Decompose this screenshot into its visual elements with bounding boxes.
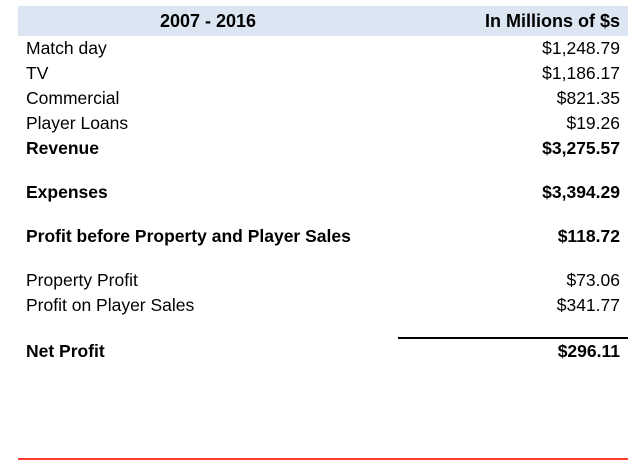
table-row <box>18 36 628 61</box>
table-row <box>18 136 628 161</box>
spacer-cell <box>398 318 628 338</box>
financial-table-body <box>18 6 628 364</box>
spacer-cell <box>398 249 628 268</box>
row-label: Property Profit <box>26 270 138 290</box>
row-label: Net Profit <box>26 340 105 361</box>
table-row <box>18 224 628 249</box>
row-value: $341.77 <box>556 295 620 315</box>
row-value: $296.11 <box>398 338 628 364</box>
spacer-cell <box>18 318 398 338</box>
table-row <box>18 180 628 205</box>
table-row <box>18 111 628 136</box>
row-value: $73.06 <box>566 270 620 290</box>
table-row <box>18 338 628 364</box>
table-row <box>18 268 628 293</box>
spacer-cell <box>398 205 628 224</box>
row-value: $3,275.57 <box>542 138 620 158</box>
table-row <box>18 86 628 111</box>
row-label: Player Loans <box>26 113 129 133</box>
table-header-row <box>18 6 628 36</box>
row-label: Match day <box>26 38 107 58</box>
spacer-row <box>18 161 628 180</box>
row-label: Expenses <box>26 182 108 202</box>
row-label: Commercial <box>26 88 120 108</box>
row-value: $821.35 <box>556 88 620 108</box>
row-label: Profit on Player Sales <box>26 295 195 315</box>
table-row <box>18 293 628 318</box>
spacer-row <box>18 249 628 268</box>
row-value: $3,394.29 <box>542 182 620 202</box>
header-units: In Millions of $s <box>398 6 628 36</box>
row-value: $1,186.17 <box>542 63 620 83</box>
row-label: Revenue <box>26 138 99 158</box>
header-period: 2007 - 2016 <box>18 6 398 36</box>
row-label: TV <box>26 63 49 83</box>
spacer-row <box>18 318 628 338</box>
spacer-cell <box>18 249 398 268</box>
spacer-cell <box>18 205 398 224</box>
bottom-rule <box>18 458 628 460</box>
row-value: $19.26 <box>566 113 620 133</box>
spacer-cell <box>398 161 628 180</box>
financial-summary-sheet <box>0 6 640 469</box>
spacer-row <box>18 205 628 224</box>
row-value: $118.72 <box>557 226 620 246</box>
table-row <box>18 61 628 86</box>
financial-table <box>18 6 628 364</box>
row-value: $1,248.79 <box>542 38 620 58</box>
row-label: Profit before Property and Player Sales <box>26 226 351 246</box>
spacer-cell <box>18 161 398 180</box>
